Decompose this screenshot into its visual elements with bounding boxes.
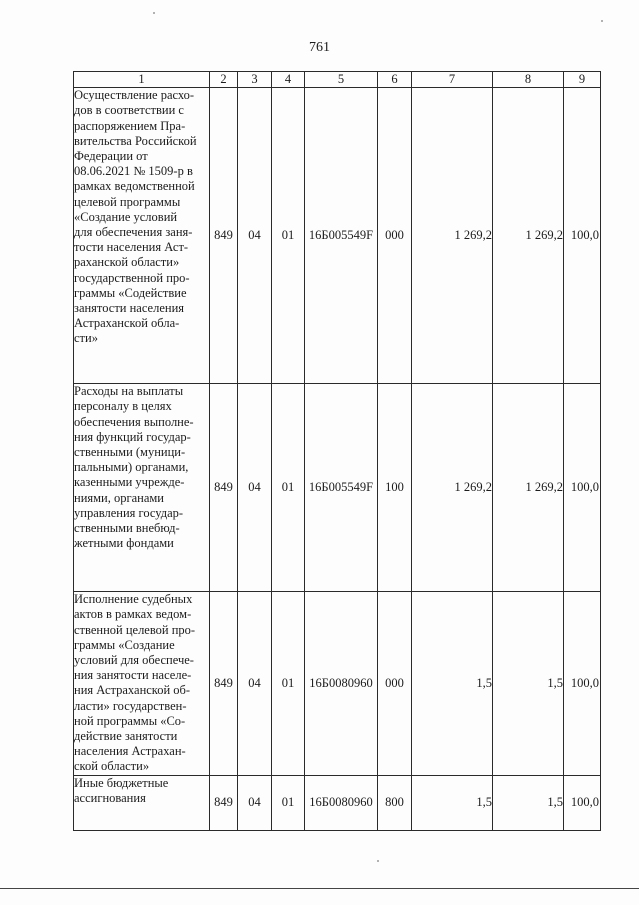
scan-speck: [153, 12, 155, 14]
scan-speck: [377, 860, 379, 862]
description-line: тости населения Аст-: [74, 240, 189, 255]
ministry-code: 849: [210, 775, 238, 830]
row-description: [74, 592, 210, 775]
section-code: 04: [238, 592, 272, 775]
amount-approved: 1 269,2: [412, 88, 493, 384]
table-row: [74, 384, 601, 592]
description-line: граммы «Создание: [74, 637, 175, 652]
description-line: условий для обеспече-: [74, 653, 194, 668]
target-article-code: 16Б005549F: [305, 88, 378, 384]
description-line: действие занятости: [74, 729, 178, 744]
description-line: ственной целевой про-: [74, 622, 196, 637]
amount-approved: 1 269,2: [412, 384, 493, 592]
header-cell: 6: [378, 72, 412, 88]
percent-executed: 100,0: [564, 592, 601, 775]
description-line: обеспечения выполне-: [74, 414, 194, 429]
description-line: ния Астраханской об-: [74, 683, 191, 698]
percent-executed: 100,0: [564, 775, 601, 830]
target-article-code: 16Б0080960: [305, 775, 378, 830]
description-line: ниями, органами: [74, 490, 164, 505]
description-line: персоналу в целях: [74, 399, 172, 414]
expense-type-code: 000: [378, 88, 412, 384]
subsection-code: 01: [272, 384, 305, 592]
header-cell: 1: [74, 72, 210, 88]
description-line: ской области»: [74, 759, 150, 774]
page-bottom-rule: [0, 888, 639, 889]
description-line: раханской области»: [74, 255, 180, 270]
target-article-code: 16Б005549F: [305, 384, 378, 592]
budget-table: [73, 71, 601, 831]
amount-approved: 1,5: [412, 775, 493, 830]
description-line: ния функций государ-: [74, 429, 191, 444]
description-line: ния занятости населе-: [74, 668, 192, 683]
description-line: Расходы на выплаты: [74, 384, 184, 399]
percent-executed: 100,0: [564, 88, 601, 384]
table-row: [74, 775, 601, 830]
table-row: [74, 592, 601, 775]
percent-executed: 100,0: [564, 384, 601, 592]
target-article-code: 16Б0080960: [305, 592, 378, 775]
description-line: управления государ-: [74, 505, 184, 520]
header-cell: 2: [210, 72, 238, 88]
amount-approved: 1,5: [412, 592, 493, 775]
description-line: ласти» государствен-: [74, 698, 187, 713]
description-line: ственными внебюд-: [74, 521, 180, 536]
header-row: [74, 72, 601, 88]
description-line: ной программы «Со-: [74, 713, 186, 728]
expense-type-code: 800: [378, 775, 412, 830]
description-line: занятости населения: [74, 301, 185, 316]
description-line: Иные бюджетные: [74, 775, 169, 790]
ministry-code: 849: [210, 592, 238, 775]
description-line: ственными (муници-: [74, 445, 186, 460]
header-cell: 3: [238, 72, 272, 88]
description-line: государственной про-: [74, 270, 190, 285]
ministry-code: 849: [210, 384, 238, 592]
section-code: 04: [238, 775, 272, 830]
description-line: пальными) органами,: [74, 460, 189, 475]
row-description: [74, 384, 210, 592]
description-line: дов в соответствии с: [74, 103, 184, 118]
amount-executed: 1,5: [493, 592, 564, 775]
row-description: [74, 88, 210, 384]
description-line: распоряжением Пра-: [74, 118, 186, 133]
description-line: Осуществление расхо-: [74, 88, 195, 103]
description-line: граммы «Содействие: [74, 285, 187, 300]
subsection-code: 01: [272, 775, 305, 830]
row-description: [74, 775, 210, 830]
amount-executed: 1,5: [493, 775, 564, 830]
section-code: 04: [238, 384, 272, 592]
expense-type-code: 100: [378, 384, 412, 592]
description-line: целевой программы: [74, 194, 181, 209]
subsection-code: 01: [272, 592, 305, 775]
header-cell: 9: [564, 72, 601, 88]
description-line: казенными учрежде-: [74, 475, 185, 490]
description-line: вительства Российской: [74, 133, 197, 148]
description-line: рамках ведомственной: [74, 179, 195, 194]
scan-speck: [601, 20, 603, 22]
description-line: ассигнования: [74, 790, 146, 805]
amount-executed: 1 269,2: [493, 384, 564, 592]
description-line: «Создание условий: [74, 209, 178, 224]
description-line: сти»: [74, 331, 98, 346]
description-line: жетными фондами: [74, 536, 174, 551]
table-row: [74, 88, 601, 384]
header-cell: 5: [305, 72, 378, 88]
header-cell: 4: [272, 72, 305, 88]
description-line: населения Астрахан-: [74, 744, 186, 759]
header-cell: 7: [412, 72, 493, 88]
section-code: 04: [238, 88, 272, 384]
subsection-code: 01: [272, 88, 305, 384]
description-line: актов в рамках ведом-: [74, 607, 192, 622]
header-cell: 8: [493, 72, 564, 88]
description-line: 08.06.2021 № 1509-р в: [74, 164, 193, 179]
amount-executed: 1 269,2: [493, 88, 564, 384]
ministry-code: 849: [210, 88, 238, 384]
description-line: Астраханской обла-: [74, 316, 180, 331]
description-line: Исполнение судебных: [74, 592, 193, 607]
description-line: для обеспечения заня-: [74, 225, 193, 240]
description-line: Федерации от: [74, 149, 148, 164]
expense-type-code: 000: [378, 592, 412, 775]
page-number: 761: [309, 40, 330, 55]
